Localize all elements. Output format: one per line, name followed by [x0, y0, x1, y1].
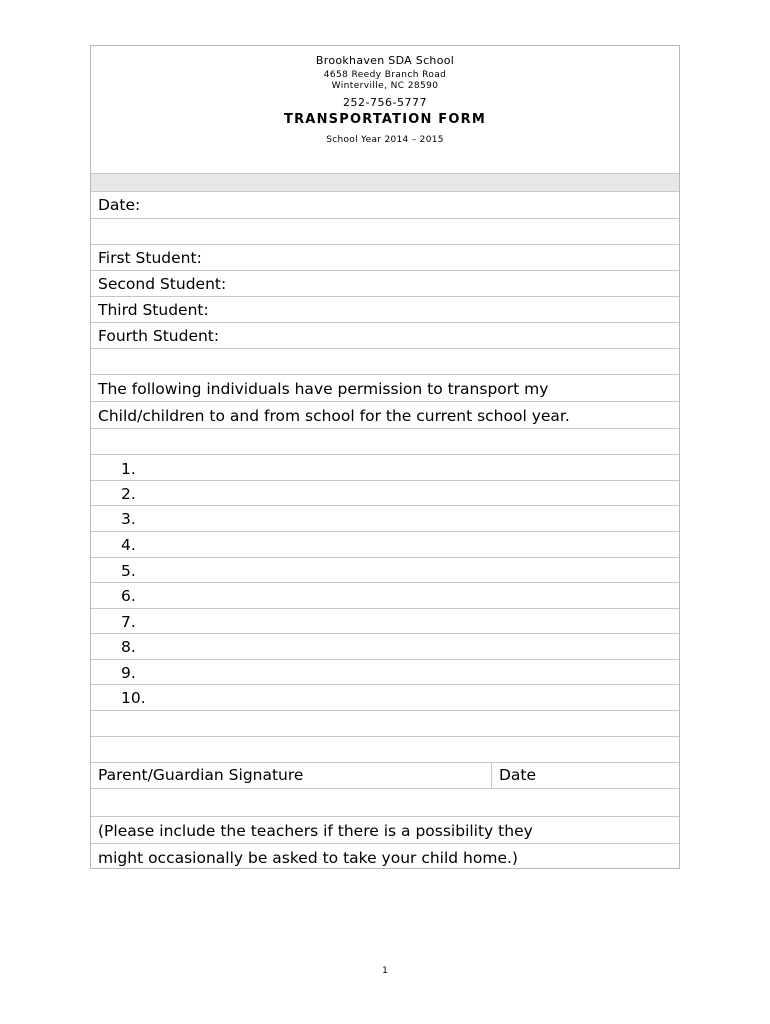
student-row-3 — [91, 296, 679, 322]
note-row-2 — [91, 843, 679, 868]
blank-row — [91, 736, 679, 762]
note-row-1 — [91, 816, 679, 843]
date-row — [91, 191, 679, 218]
signature-date-label: Date — [499, 766, 537, 784]
form-title: TRANSPORTATION FORM — [284, 112, 486, 127]
note-text-line-1: (Please include the teachers if there is a possibility they — [98, 822, 533, 840]
transporter-number-9: 9. — [121, 664, 136, 682]
transporter-number-10: 10. — [121, 689, 146, 707]
transporter-row-2 — [91, 480, 679, 505]
transporter-row-6 — [91, 582, 679, 608]
address-line-2: Winterville, NC 28590 — [331, 81, 439, 91]
transporter-number-2: 2. — [121, 485, 136, 503]
transporter-row-1 — [91, 454, 679, 480]
blank-row — [91, 428, 679, 454]
phone-number: 252-756-5777 — [343, 96, 427, 109]
school-name: Brookhaven SDA School — [315, 54, 455, 67]
page-number: 1 — [382, 966, 388, 976]
transporter-number-7: 7. — [121, 613, 136, 631]
address-line-1: 4658 Reedy Branch Road — [323, 70, 447, 80]
permission-text-line-1: The following individuals have permission to transport my — [98, 380, 549, 398]
signature-label: Parent/Guardian Signature — [98, 766, 304, 784]
blank-row — [91, 348, 679, 374]
transporter-row-4 — [91, 531, 679, 557]
transporter-row-10 — [91, 684, 679, 710]
student-row-1 — [91, 244, 679, 270]
signature-column-divider — [491, 763, 492, 789]
transporter-row-3 — [91, 505, 679, 531]
signature-row — [91, 762, 679, 788]
permission-text-line-2: Child/children to and from school for the current school year. — [98, 407, 570, 425]
transporter-number-3: 3. — [121, 510, 136, 528]
transporter-row-9 — [91, 659, 679, 684]
student-row-2 — [91, 270, 679, 296]
transporter-row-5 — [91, 557, 679, 582]
student-row-4 — [91, 322, 679, 348]
transporter-number-6: 6. — [121, 587, 136, 605]
transporter-row-7 — [91, 608, 679, 633]
blank-row — [91, 218, 679, 244]
second-student-label: Second Student: — [98, 275, 227, 293]
permission-row-2 — [91, 401, 679, 428]
note-text-line-2: might occasionally be asked to take your child home.) — [98, 849, 518, 867]
permission-row-1 — [91, 374, 679, 401]
third-student-label: Third Student: — [98, 301, 209, 319]
form-header — [91, 46, 679, 173]
transporter-number-8: 8. — [121, 638, 136, 656]
blank-row — [91, 710, 679, 736]
first-student-label: First Student: — [98, 249, 202, 267]
transporter-number-1: 1. — [121, 460, 136, 478]
school-year: School Year 2014 – 2015 — [326, 135, 444, 145]
transportation-form — [90, 45, 680, 869]
transporter-number-4: 4. — [121, 536, 136, 554]
fourth-student-label: Fourth Student: — [98, 327, 220, 345]
header-divider-band — [91, 173, 679, 191]
date-label: Date: — [98, 196, 141, 214]
transporter-row-8 — [91, 633, 679, 659]
blank-row — [91, 788, 679, 816]
transporter-number-5: 5. — [121, 562, 136, 580]
